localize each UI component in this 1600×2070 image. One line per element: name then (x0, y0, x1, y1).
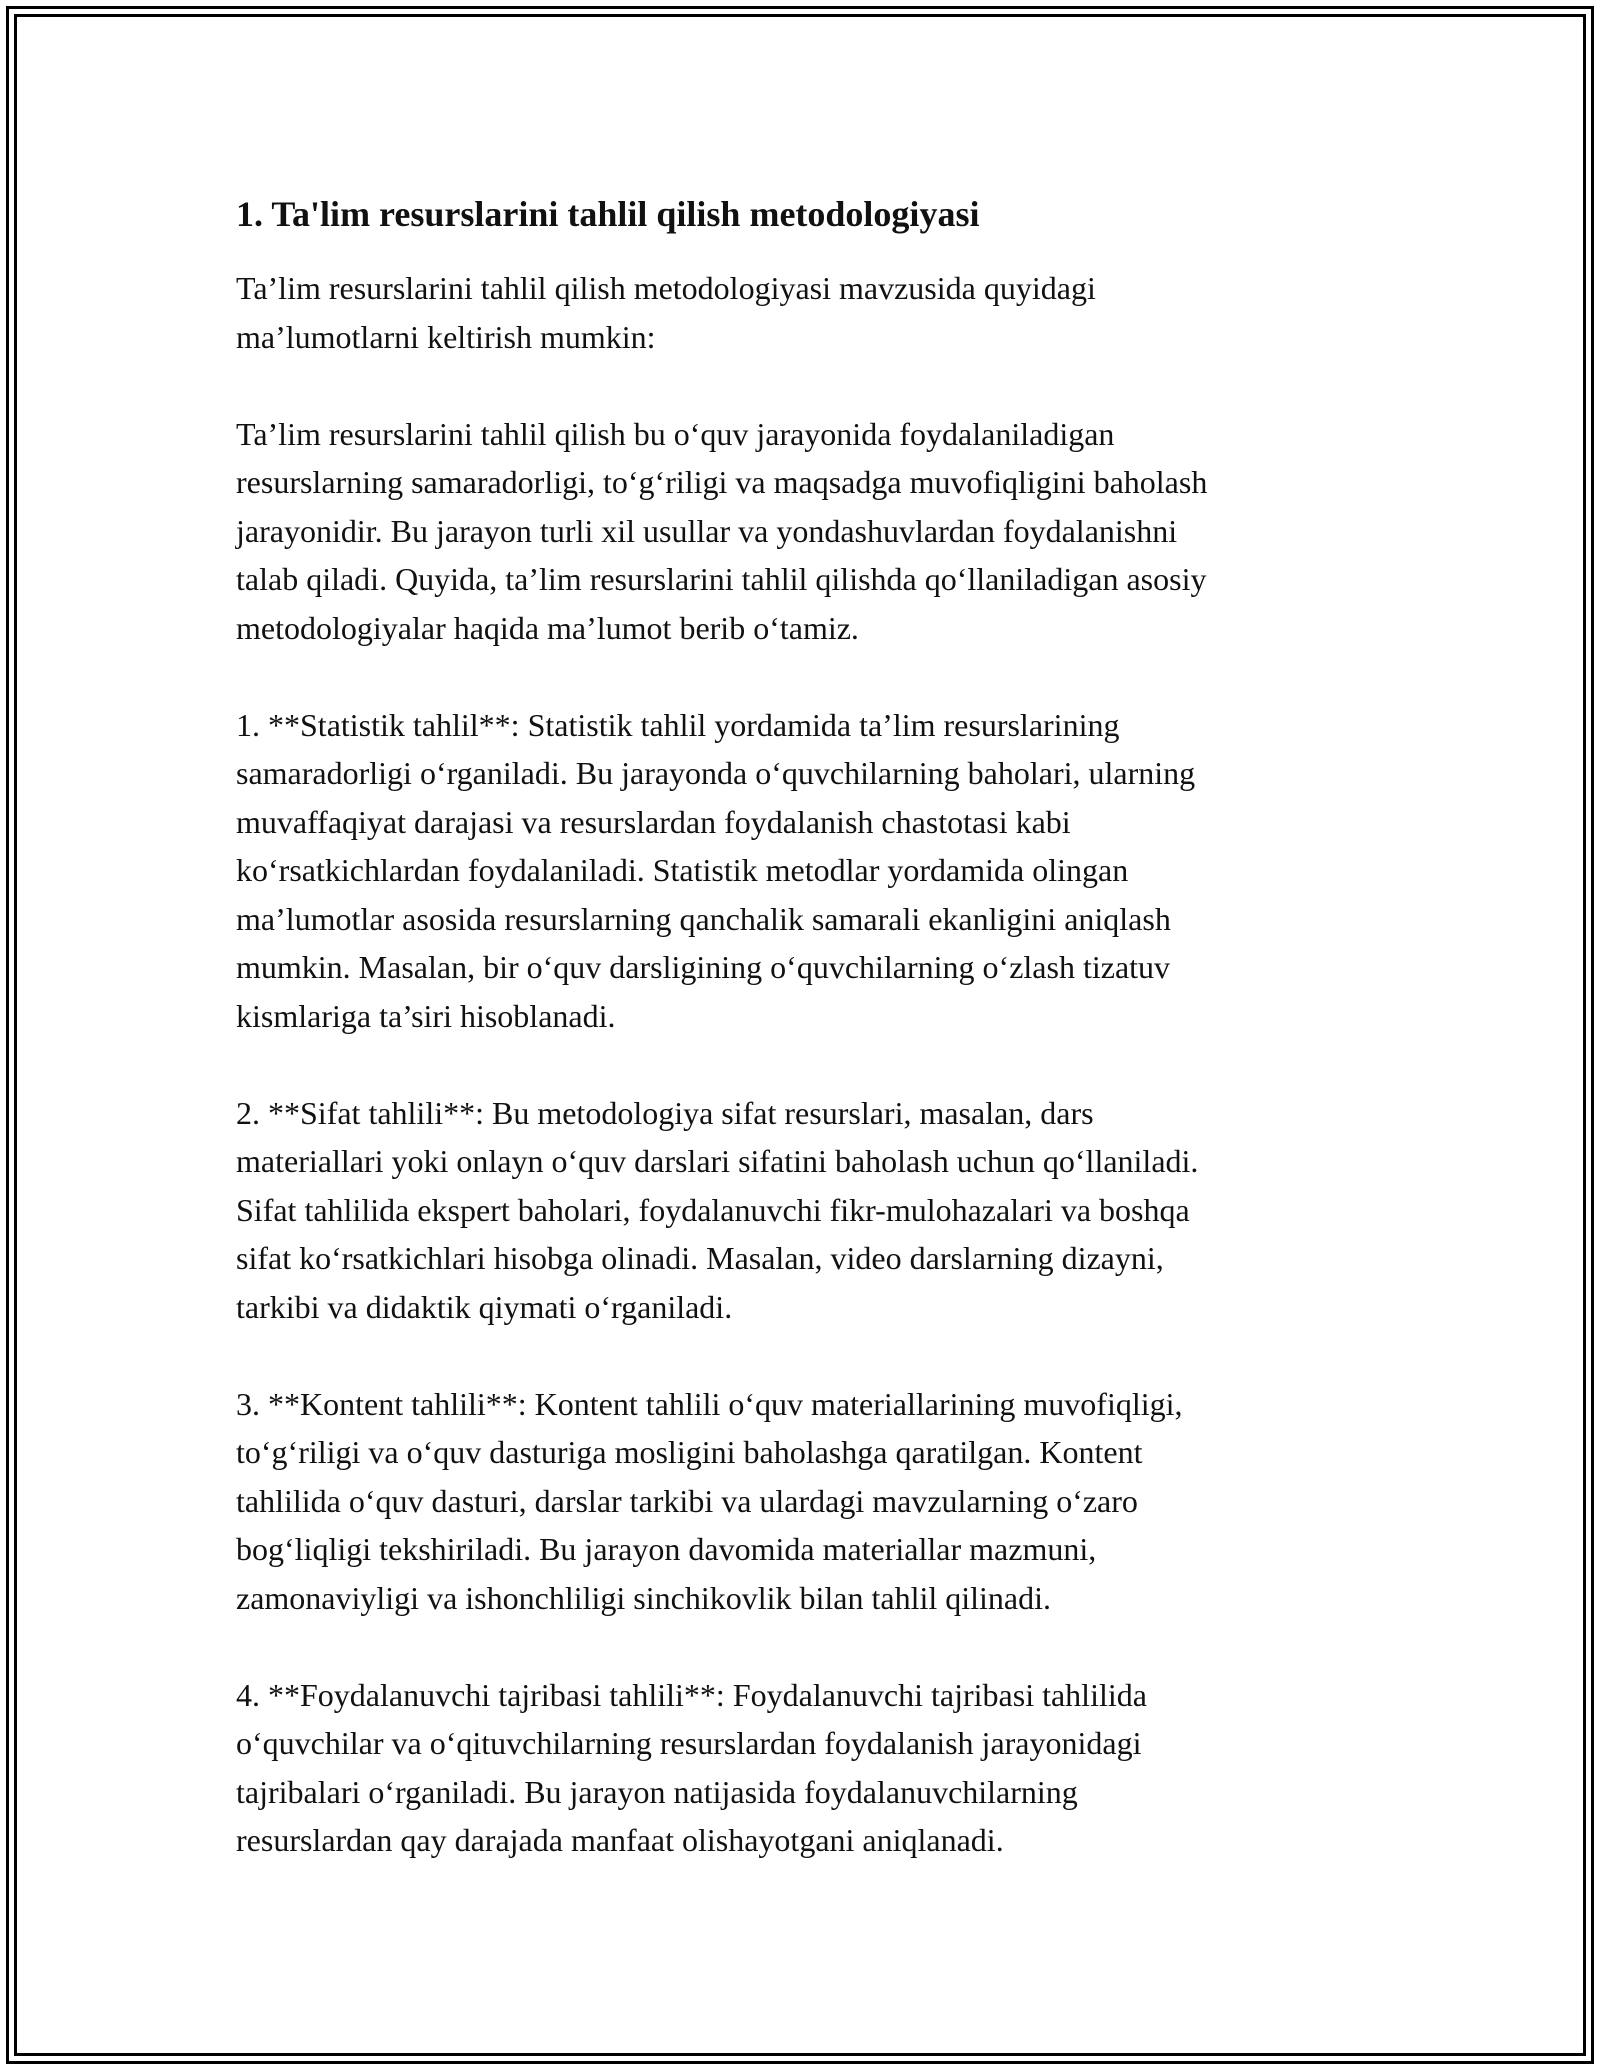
intro-paragraph: Ta’lim resurslarini tahlil qilish metodologiyasi mavzusida quyidagi ma’lumotlarni keltirish mumkin: (236, 270, 1096, 355)
definition-paragraph: Ta’lim resurslarini tahlil qilish bu o‘quv jarayonida foydalaniladigan resurslarning samaradorligi, to‘g‘riligi va maqsadga muvofiqligini baholash jarayonidir. Bu jarayon turli xil usullar va yondashuvlardan foydalanishni talab qiladi. Quyida, ta’lim resurslarini tahlil qilishda qo‘llaniladigan asosiy metodologiyalar haqida ma’lumot berib o‘tamiz. (236, 415, 1208, 646)
content-analysis-paragraph: 3. **Kontent tahlili**: Kontent tahlili o‘quv materiallarining muvofiqligi, to‘g‘riligi va o‘quv dasturiga mosligini baholashga qaratilgan. Kontent tahlilida o‘quv dasturi, darslar tarkibi va ulardagi mavzularning o‘zaro bog‘liqligi tekshiriladi. Bu jarayon davomida materiallar mazmuni, zamonaviyligi va ishonchliligi sinchikovlik bilan tahlil qilinadi. (236, 1385, 1183, 1616)
document-title: 1. Ta'lim resurslarini tahlil qilish metodologiyasi (236, 194, 980, 234)
user-experience-analysis-paragraph: 4. **Foydalanuvchi tajribasi tahlili**: Foydalanuvchi tajribasi tahlilida o‘quvchilar va o‘qituvchilarning resurslardan foydalanish jarayonidagi tajribalari o‘rganiladi. Bu jarayon natijasida foydalanuvchilarning resurslardan qay darajada manfaat olishayotgani aniqlanadi. (236, 1676, 1147, 1858)
quality-analysis-paragraph: 2. **Sifat tahlili**: Bu metodologiya sifat resurslari, masalan, dars materiallari yoki onlayn o‘quv darslari sifatini baholash uchun qo‘llaniladi. Sifat tahlilida ekspert baholari, foydalanuvchi fikr-mulohazalari va boshqa sifat ko‘rsatkichlari hisobga olinadi. Masalan, video darslarning dizayni, tarkibi va didaktik qiymati o‘rganiladi. (236, 1094, 1199, 1325)
statistical-analysis-paragraph: 1. **Statistik tahlil**: Statistik tahlil yordamida ta’lim resurslarining samaradorligi o‘rganiladi. Bu jarayonda o‘quvchilarning baholari, ularning muvaffaqiyat darajasi va resurslardan foydalanish chastotasi kabi ko‘rsatkichlardan foydalaniladi. Statistik metodlar yordamida olingan ma’lumotlar asosida resurslarning qanchalik samarali ekanligini aniqlash mumkin. Masalan, bir o‘quv darsligining o‘quvchilarning o‘zlash tizatuv kismlariga ta’siri hisoblanadi. (236, 706, 1196, 1034)
document-body (236, 188, 1366, 1865)
